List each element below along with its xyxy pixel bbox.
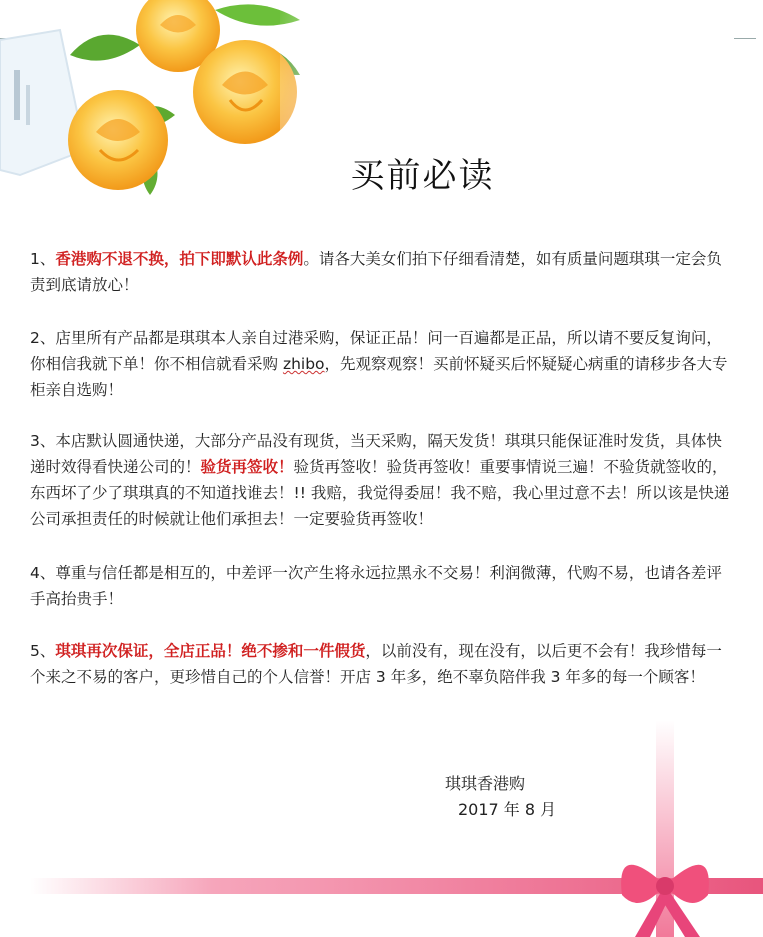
paragraph-2 xyxy=(30,325,730,403)
paragraph-number: 2、 xyxy=(30,329,56,347)
pink-ribbon-decoration xyxy=(0,720,763,937)
paragraph-text: 本店默认圆通快递，大部分产品没有现货，当天采购，隔天发货！琪琪只能保证准时发货，具体快递时效得看快递公司的！ xyxy=(30,432,722,476)
highlight-text: 验货再签收！ xyxy=(200,458,294,476)
paragraph-3 xyxy=(30,428,730,532)
paragraph-1 xyxy=(30,246,730,298)
paragraph-number: 4、 xyxy=(30,564,56,582)
paragraph-text: 尊重与信任都是相互的，中差评一次产生将永远拉黑永不交易！利润微薄，代购不易，也请各差评手高抬贵手！ xyxy=(30,564,722,608)
spellcheck-word: zhibo xyxy=(282,355,325,373)
paragraph-number: 5、 xyxy=(30,642,56,660)
signature-date: 2017 年 8 月 xyxy=(458,800,557,819)
paragraph-text: 验货再签收！验货再签收！重要事情说三遍！不验货就签收的，东西坏了少了琪琪真的不知道找谁去！!! 我赔，我觉得委屈！我不赔，我心里过意不去！所以该是快递公司承担责任的时候就让他们承担去！一定要验货再签收！ xyxy=(30,458,730,528)
page-title: 买前必读 xyxy=(350,156,495,196)
paragraph-number: 1、 xyxy=(30,250,56,268)
yellow-roses-decoration xyxy=(0,0,340,205)
corner-mark-right xyxy=(734,38,756,39)
paragraph-5 xyxy=(30,638,730,690)
paragraph-number: 3、 xyxy=(30,432,56,450)
paragraph-text: 。请各大美女们拍下仔细看清楚，如有质量问题琪琪一定会负责到底请放心！ xyxy=(30,250,722,294)
paragraph-text: ，以前没有，现在没有，以后更不会有！我珍惜每一个来之不易的客户，更珍惜自己的个人信誉！开店 3 年多，绝不辜负陪伴我 3 年多的每一个顾客！ xyxy=(30,642,722,686)
paragraph-text: ，先观察观察！买前怀疑买后怀疑疑心病重的请移步各大专柜亲自选购！ xyxy=(30,355,728,399)
highlight-text: 琪琪再次保证，全店正品！绝不掺和一件假货 xyxy=(55,642,366,660)
signature-name: 琪琪香港购 xyxy=(445,774,526,793)
paragraph-4 xyxy=(30,560,730,612)
paragraph-text: 店里所有产品都是琪琪本人亲自过港采购，保证正品！问一百遍都是正品，所以请不要反复询问，你相信我就下单！你不相信就看采购 xyxy=(30,329,722,373)
highlight-text: 香港购不退不换，拍下即默认此条例 xyxy=(55,250,304,268)
